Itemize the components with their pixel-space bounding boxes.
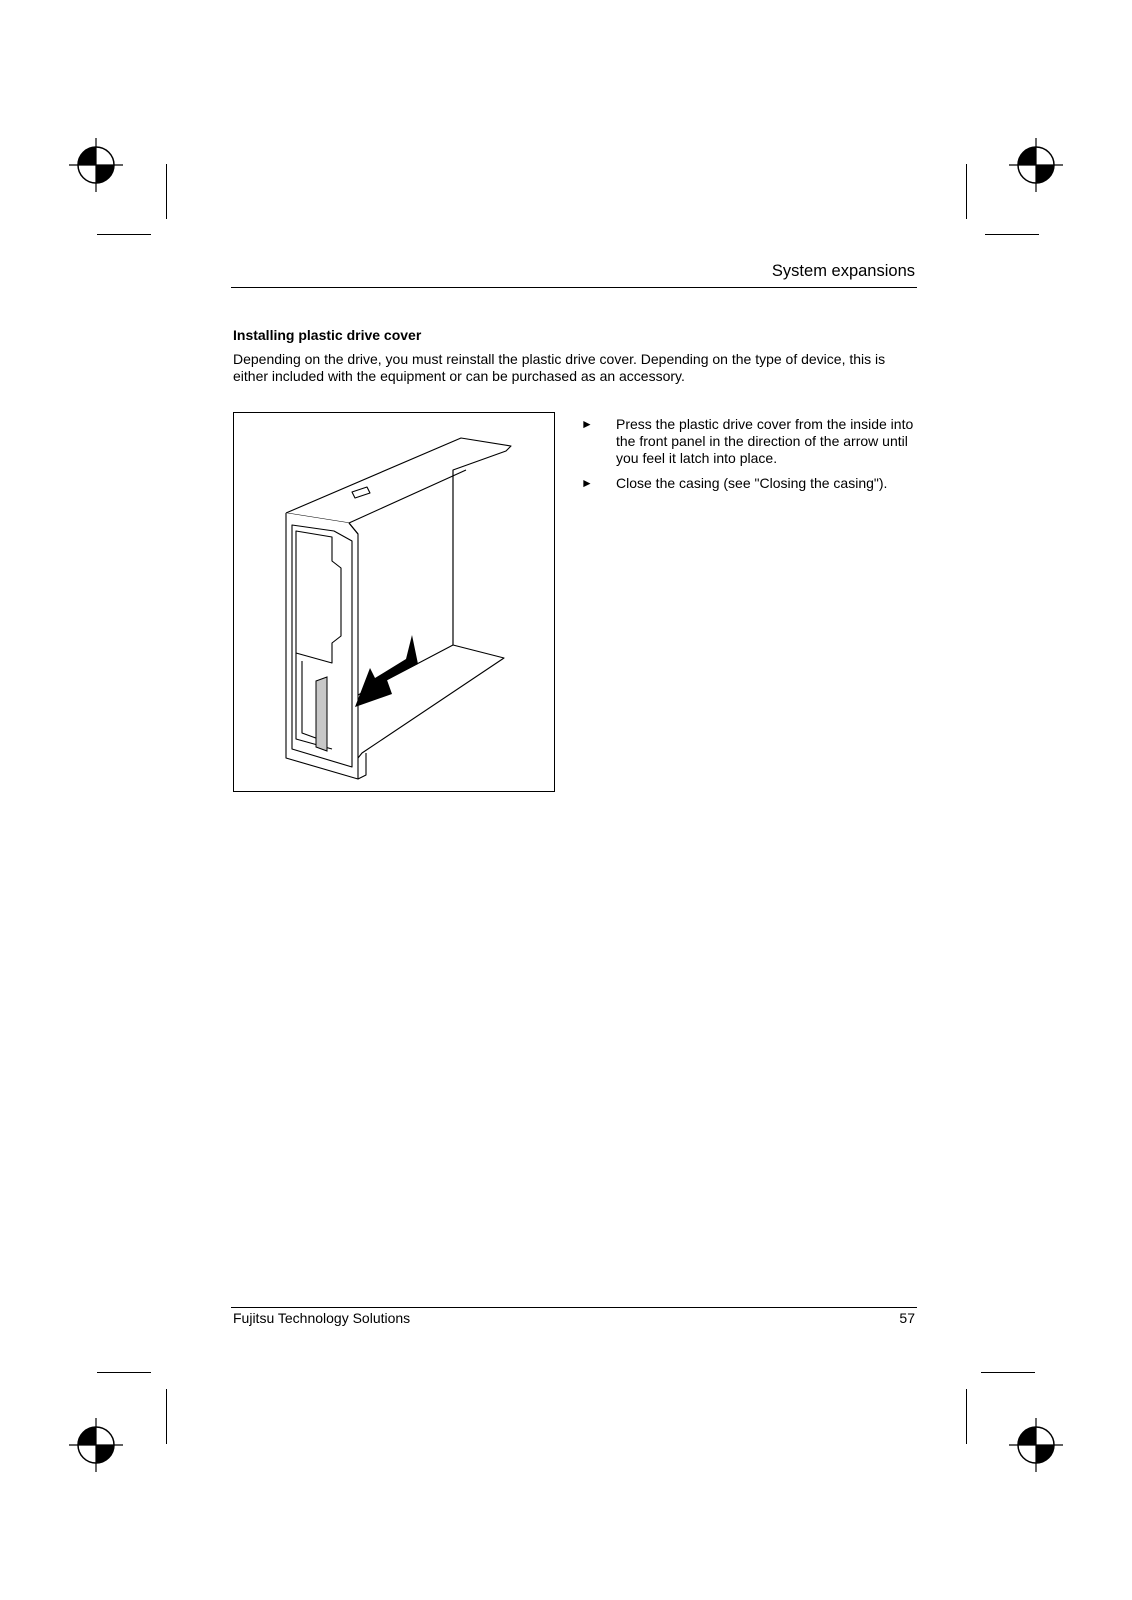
crop-mark-top-left-vertical [166, 164, 167, 219]
instruction-step [581, 475, 921, 492]
crop-mark-top-right-horizontal [985, 234, 1039, 235]
instruction-text: Press the plastic drive cover from the inside into the front panel in the direction of the arrow until you feel it latch into place. [616, 416, 914, 466]
bullet-arrow-icon: ► [581, 476, 593, 490]
crop-mark-bottom-right-vertical [966, 1389, 967, 1444]
instruction-text: Close the casing (see "Closing the casing"). [616, 475, 888, 491]
bullet-arrow-icon: ► [581, 417, 593, 431]
crop-mark-top-left-horizontal [97, 234, 151, 235]
crop-mark-top-right-vertical [966, 164, 967, 219]
registration-mark-top-left [69, 138, 123, 192]
registration-mark-top-right [1009, 138, 1063, 192]
crop-mark-bottom-left-vertical [166, 1389, 167, 1444]
crop-mark-bottom-right-horizontal [981, 1372, 1035, 1373]
running-header: System expansions [771, 262, 915, 280]
crop-mark-bottom-left-horizontal [97, 1372, 151, 1373]
header-divider [231, 287, 917, 288]
registration-mark-bottom-left [69, 1418, 123, 1472]
footer-divider [231, 1307, 917, 1308]
footer-company: Fujitsu Technology Solutions [233, 1310, 411, 1326]
instruction-list [581, 416, 921, 500]
drive-cover-illustration [233, 412, 555, 792]
section-heading: Installing plastic drive cover [233, 327, 422, 343]
page-number: 57 [899, 1310, 915, 1326]
registration-mark-bottom-right [1009, 1418, 1063, 1472]
intro-paragraph: Depending on the drive, you must reinstall the plastic drive cover. Depending on the type of device, this is either included with the equipment or can be purchased as an accessory. [233, 351, 886, 384]
instruction-step [581, 416, 921, 467]
